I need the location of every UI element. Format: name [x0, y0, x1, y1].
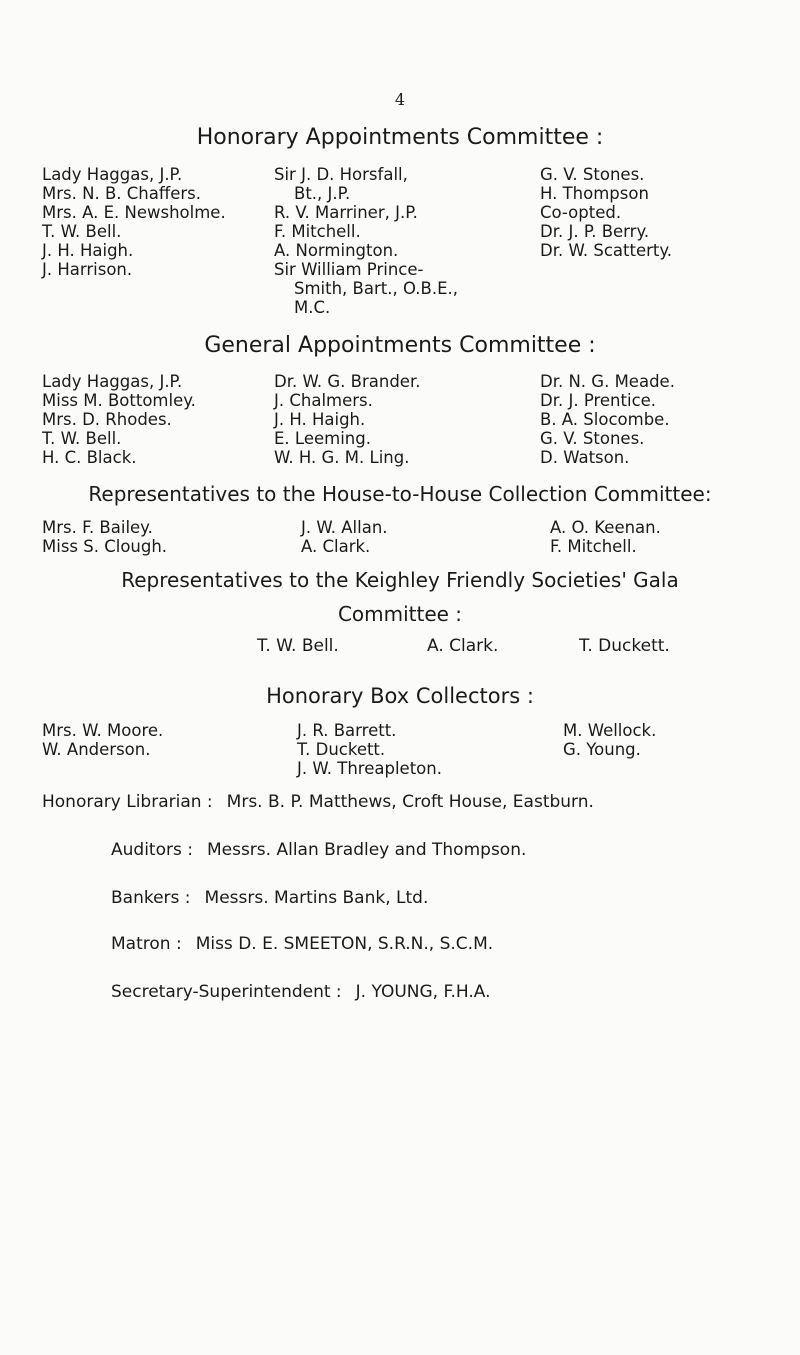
member: Miss M. Bottomley.	[42, 391, 196, 410]
member: Dr. J. P. Berry.	[540, 222, 650, 241]
member: Mrs. F. Bailey.	[42, 518, 153, 537]
member: Mrs. A. E. Newsholme.	[42, 203, 226, 222]
member: Dr. W. Scatterty.	[540, 241, 673, 260]
officer-value: Messrs. Martins Bank, Ltd.	[204, 888, 429, 908]
member: Sir J. D. Horsfall,	[274, 165, 408, 184]
member: G. Young.	[563, 740, 641, 759]
member: Mrs. W. Moore.	[42, 721, 164, 740]
general-committee-title: General Appointments Committee :	[204, 333, 596, 358]
member: T. W. Bell.	[42, 429, 122, 448]
house-collection-title: Representatives to the House-to-House Collection Committee:	[88, 482, 712, 506]
member: Lady Haggas, J.P.	[42, 372, 183, 391]
box-collectors-col2	[297, 721, 442, 778]
member: Dr. J. Prentice.	[540, 391, 657, 410]
box-collectors-col3	[563, 721, 656, 759]
member: J. W. Threapleton.	[297, 759, 442, 778]
officer-matron	[111, 934, 493, 954]
member: D. Watson.	[540, 448, 630, 467]
box-collectors-col1	[42, 721, 163, 759]
officer-value: Mrs. B. P. Matthews, Croft House, Eastburn.	[226, 792, 594, 812]
officer-bankers	[111, 888, 428, 908]
officer-value: Miss D. E. SMEETON, S.R.N., S.C.M.	[195, 934, 494, 954]
member: H. Thompson	[540, 184, 649, 203]
officer-label: Auditors :	[111, 840, 193, 860]
officer-auditors	[111, 840, 526, 860]
officer-secretary	[111, 982, 491, 1002]
member: J. H. Haigh.	[42, 241, 134, 260]
member: G. V. Stones.	[540, 165, 645, 184]
house-collection-col3	[550, 518, 661, 556]
member: J. Chalmers.	[274, 391, 373, 410]
gala-member: A. Clark.	[427, 636, 499, 656]
member: J. H. Haigh.	[274, 410, 366, 429]
member: E. Leeming.	[274, 429, 371, 448]
house-collection-col1	[42, 518, 167, 556]
officer-librarian	[42, 792, 594, 812]
officer-label: Matron :	[111, 934, 182, 954]
member: Mrs. D. Rhodes.	[42, 410, 172, 429]
member: M. Wellock.	[563, 721, 657, 740]
member: B. A. Slocombe.	[540, 410, 670, 429]
member: Bt., J.P.	[294, 184, 351, 203]
member: Dr. W. G. Brander.	[274, 372, 421, 391]
member: J. W. Allan.	[301, 518, 388, 537]
gala-title-line2: Committee :	[337, 602, 463, 626]
gala-member: T. Duckett.	[579, 636, 670, 656]
gala-member: T. W. Bell.	[257, 636, 339, 656]
gala-title-line1: Representatives to the Keighley Friendly Societies' Gala	[121, 568, 679, 592]
box-collectors-title: Honorary Box Collectors :	[266, 684, 534, 708]
member: Sir William Prince-	[274, 260, 424, 279]
member: Smith, Bart., O.B.E.,	[294, 279, 459, 298]
member: Lady Haggas, J.P.	[42, 165, 183, 184]
officer-label: Honorary Librarian :	[42, 792, 213, 812]
member: T. Duckett.	[297, 740, 386, 759]
member: J. R. Barrett.	[297, 721, 397, 740]
honorary-committee-col1	[42, 165, 226, 279]
member: M.C.	[294, 298, 331, 317]
member: A. Clark.	[301, 537, 371, 556]
general-committee-col1	[42, 372, 196, 467]
member: H. C. Black.	[42, 448, 137, 467]
member: W. Anderson.	[42, 740, 151, 759]
member: Co-opted.	[540, 203, 622, 222]
honorary-committee-col3	[540, 165, 672, 260]
honorary-committee-col2	[274, 165, 458, 317]
member: Dr. N. G. Meade.	[540, 372, 675, 391]
member: F. Mitchell.	[274, 222, 361, 241]
member: A. Normington.	[274, 241, 399, 260]
officer-label: Bankers :	[111, 888, 191, 908]
member: J. Harrison.	[42, 260, 133, 279]
officer-label: Secretary-Superintendent :	[111, 982, 342, 1002]
general-committee-col3	[540, 372, 675, 467]
honorary-committee-title: Honorary Appointments Committee :	[196, 125, 604, 150]
house-collection-col2	[301, 518, 388, 556]
member: R. V. Marriner, J.P.	[274, 203, 418, 222]
member: T. W. Bell.	[42, 222, 122, 241]
member: G. V. Stones.	[540, 429, 645, 448]
officer-value: Messrs. Allan Bradley and Thompson.	[206, 840, 527, 860]
page-number: 4	[394, 90, 406, 109]
member: A. O. Keenan.	[550, 518, 661, 537]
officer-value: J. YOUNG, F.H.A.	[355, 982, 491, 1002]
member: Mrs. N. B. Chaffers.	[42, 184, 201, 203]
member: F. Mitchell.	[550, 537, 637, 556]
member: Miss S. Clough.	[42, 537, 168, 556]
member: W. H. G. M. Ling.	[274, 448, 410, 467]
general-committee-col2	[274, 372, 420, 467]
